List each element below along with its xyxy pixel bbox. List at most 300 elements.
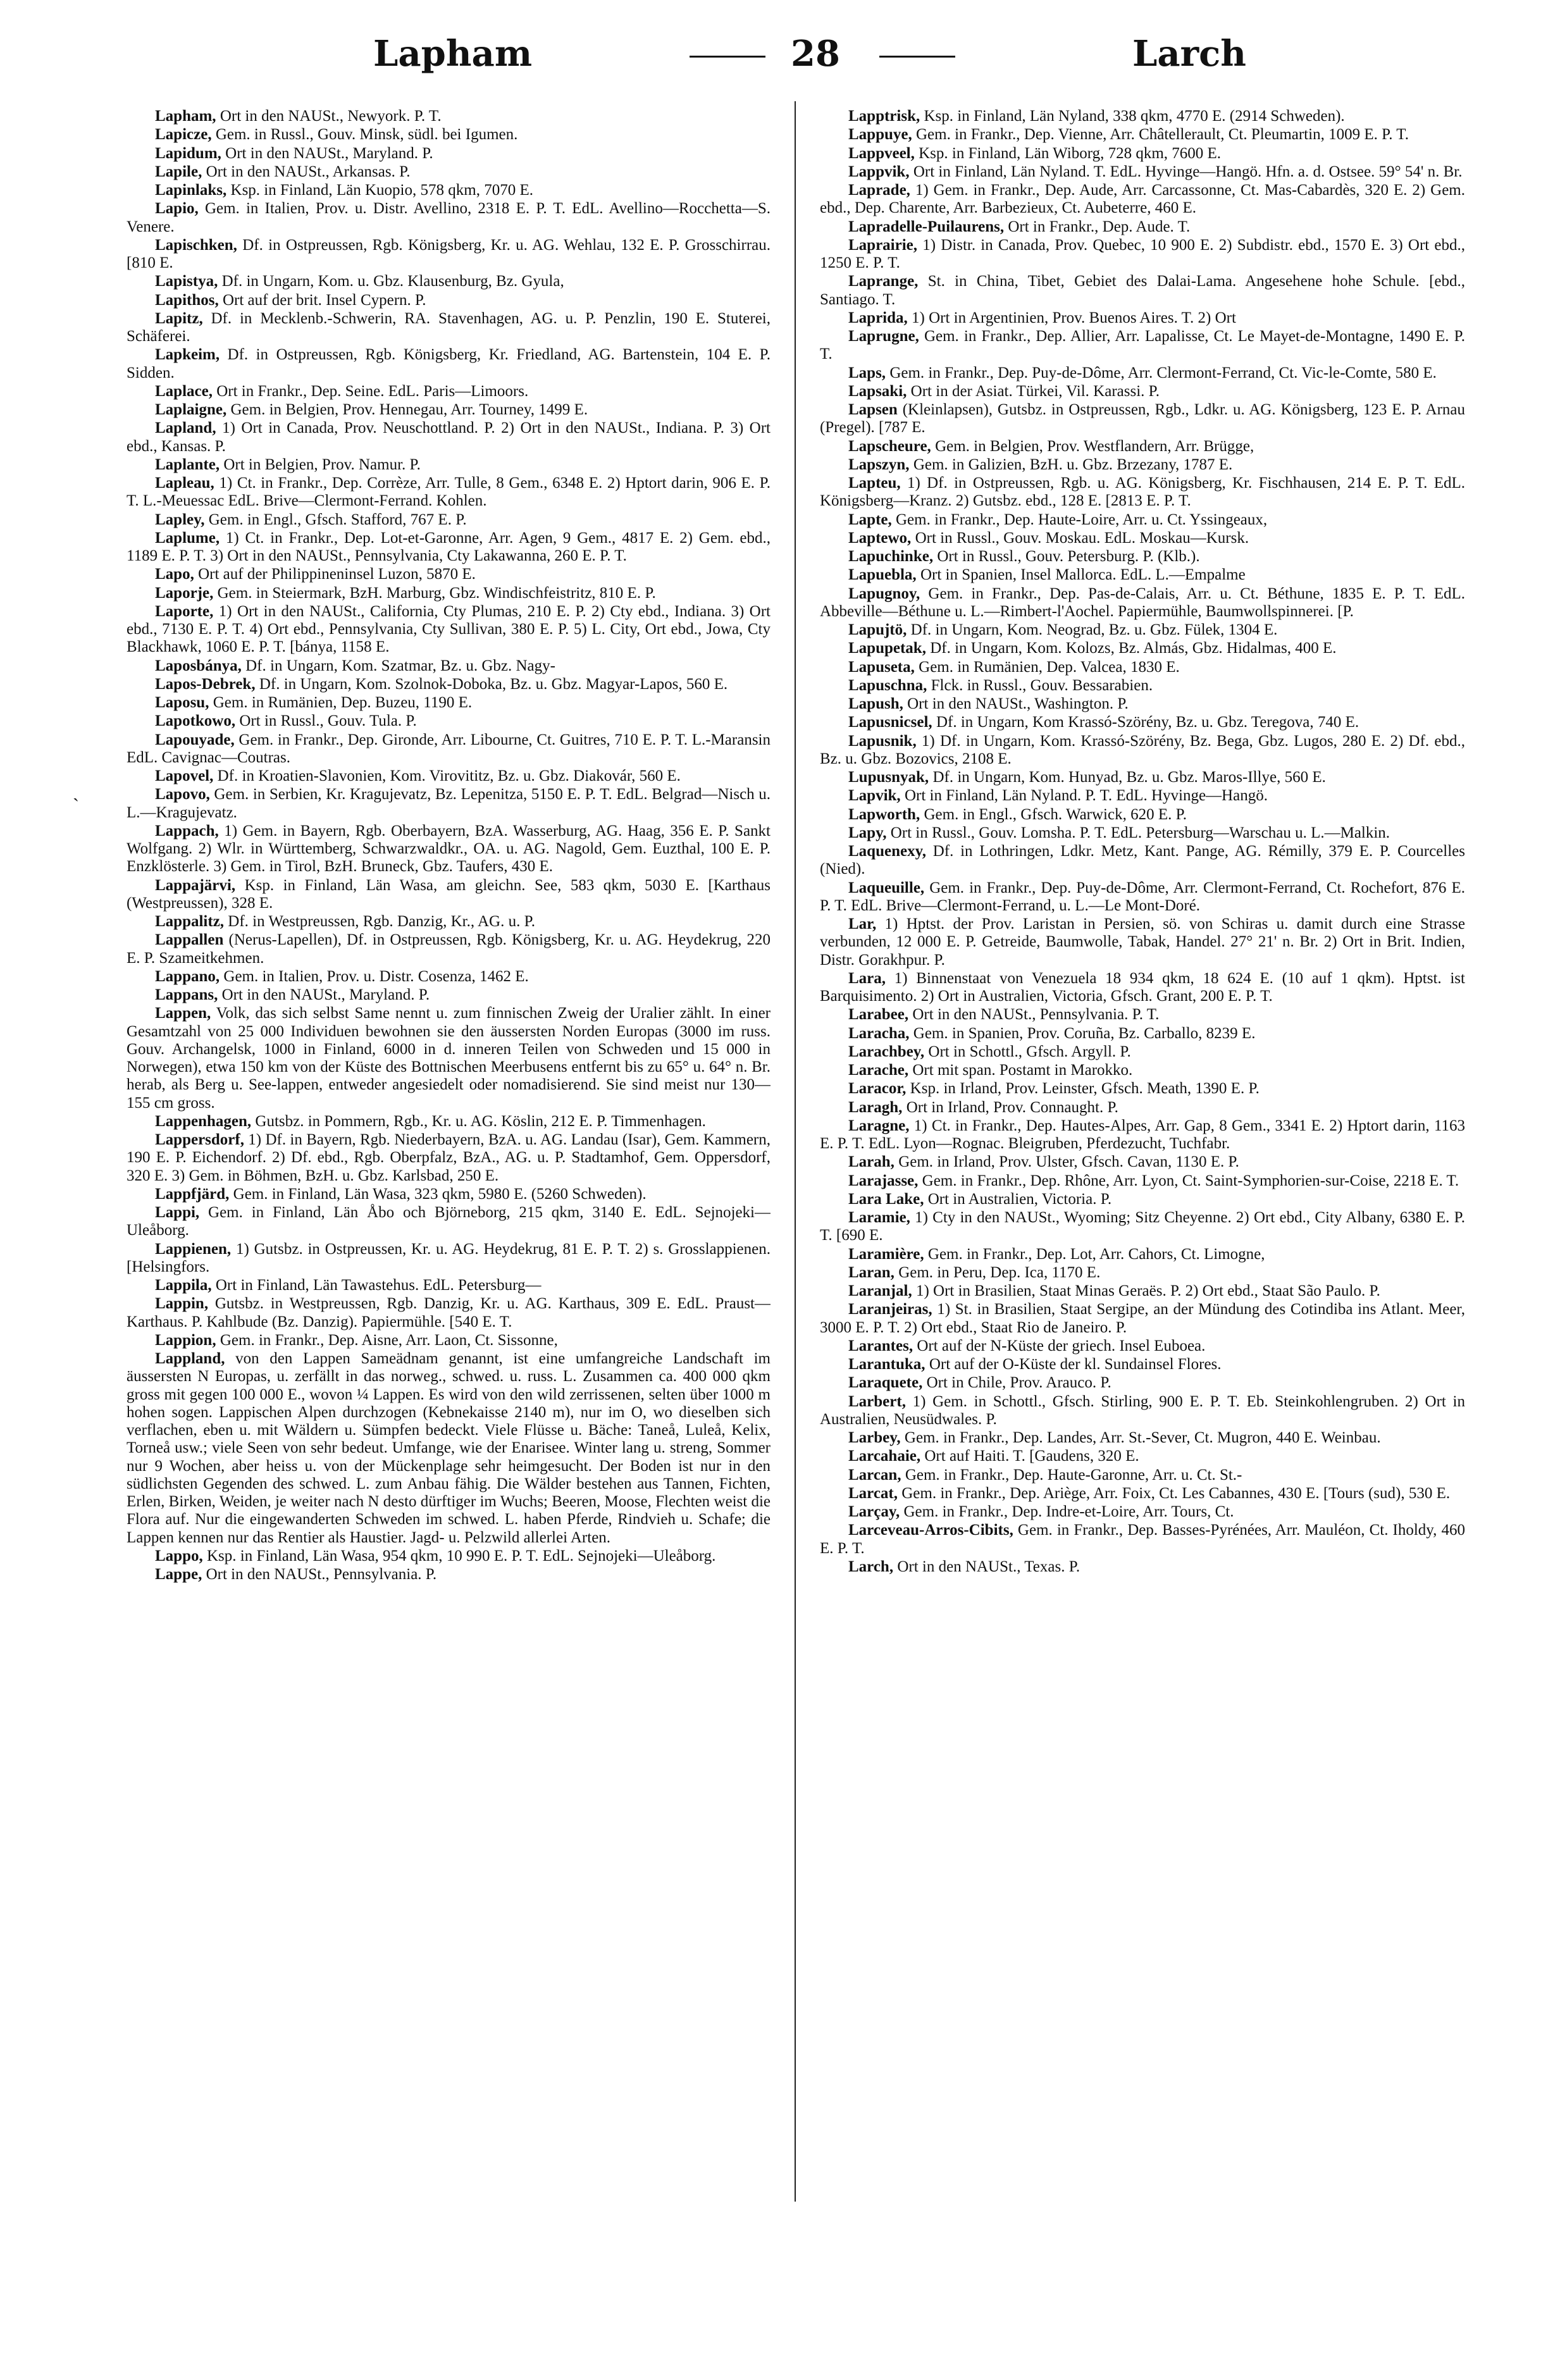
dictionary-entry xyxy=(820,237,1465,273)
entry-headword: Larabee, xyxy=(848,1006,909,1024)
entry-text: Gem. in Frankr., Dep. Allier, Arr. Lapalisse, Ct. Le Mayet-de-Montagne, 1490 E. P. T. xyxy=(820,328,1465,363)
entry-headword: Lapovel, xyxy=(155,767,214,784)
entry-headword: Laragh, xyxy=(848,1098,903,1116)
dictionary-entry xyxy=(127,1332,771,1349)
dictionary-entry xyxy=(820,182,1465,218)
entry-text: Ort in der Asiat. Türkei, Vil. Karassi. P. xyxy=(907,382,1160,400)
dictionary-entry xyxy=(820,1558,1465,1576)
dictionary-entry xyxy=(127,931,771,967)
dictionary-entry xyxy=(127,1113,771,1131)
dictionary-entry xyxy=(127,712,771,730)
dictionary-entry xyxy=(820,438,1465,456)
entry-headword: Lappland, xyxy=(155,1350,225,1367)
entry-text: Gem. in Serbien, Kr. Kragujevatz, Bz. Lepenitza, 5150 E. P. T. EdL. Belgrad—Nisch u. L.—Kragujevatz. xyxy=(127,786,771,821)
dictionary-entry xyxy=(820,1006,1465,1024)
entry-headword: Lappvik, xyxy=(848,163,910,180)
dictionary-entry xyxy=(820,1062,1465,1079)
entry-text: Gem. in Spanien, Prov. Coruña, Bz. Carballo, 8239 E. xyxy=(909,1024,1256,1042)
entry-text: Gem. in Finland, Län Åbo och Björneborg, 215 qkm, 3140 E. EdL. Sejnojeki—Uleåborg. xyxy=(127,1204,771,1239)
entry-headword: Lapszyn, xyxy=(848,456,910,473)
dictionary-entry xyxy=(127,1131,771,1185)
entry-text: Gem. in Frankr., Dep. Ariège, Arr. Foix, Ct. Les Cabannes, 430 E. [Tours (sud), 530 E. xyxy=(898,1484,1451,1502)
dictionary-entry xyxy=(820,1503,1465,1521)
entry-text: Ksp. in Finland, Län Kuopio, 578 qkm, 7070 E. xyxy=(226,182,533,199)
dictionary-entry xyxy=(127,1005,771,1112)
entry-text: Gem. in Frankr., Dep. Aisne, Arr. Laon, Ct. Sissonne, xyxy=(216,1331,558,1349)
dictionary-entry xyxy=(820,843,1465,879)
left-column xyxy=(127,108,771,2259)
dictionary-entry xyxy=(820,566,1465,584)
entry-headword: Laranjeiras, xyxy=(848,1301,932,1318)
entry-headword: Laramie, xyxy=(848,1209,910,1226)
dictionary-entry xyxy=(127,292,771,309)
entry-headword: Lappe, xyxy=(155,1566,202,1583)
entry-headword: Lapile, xyxy=(155,163,202,180)
entry-headword: Larantes, xyxy=(848,1337,913,1354)
dictionary-entry xyxy=(820,1080,1465,1098)
dictionary-entry xyxy=(820,970,1465,1006)
entry-headword: Laraquete, xyxy=(848,1374,923,1392)
dictionary-entry xyxy=(127,163,771,181)
entry-text: Gutsbz. in Pommern, Rgb., Kr. u. AG. Köslin, 212 E. P. Timmenhagen. xyxy=(251,1112,706,1130)
entry-headword: Lapradelle-Puilaurens, xyxy=(848,218,1005,235)
dictionary-entry xyxy=(127,585,771,602)
page-number: 28 xyxy=(791,33,840,75)
entry-text: Ort mit span. Postamt in Marokko. xyxy=(908,1062,1133,1079)
entry-headword: Lara, xyxy=(848,969,886,987)
entry-headword: Laplace, xyxy=(155,382,213,400)
entry-headword: Lappano, xyxy=(155,967,220,985)
entry-text: Gem. in Frankr., Dep. Puy-de-Dôme, Arr. Clermont-Ferrand, Ct. Vic-le-Comte, 580 E. xyxy=(886,364,1437,381)
entry-headword: Lapouyade, xyxy=(155,731,235,748)
dictionary-entry xyxy=(127,694,771,712)
entry-headword: Lapley, xyxy=(155,511,205,528)
dictionary-entry xyxy=(820,769,1465,786)
entry-headword: Lar, xyxy=(848,915,877,933)
dictionary-entry xyxy=(820,659,1465,676)
entry-text: 1) Ort in Argentinien, Prov. Buenos Aires. T. 2) Ort xyxy=(907,309,1236,326)
entry-headword: Lapusnik, xyxy=(848,732,917,750)
entry-text: Ort in Finland, Län Tawastehus. EdL. Petersburg— xyxy=(211,1277,542,1294)
entry-headword: Lupusnyak, xyxy=(848,769,929,786)
dictionary-entry xyxy=(820,163,1465,181)
dictionary-entry xyxy=(127,786,771,822)
entry-text: 1) Df. in Ostpreussen, Rgb. u. AG. Königsberg, Kr. Fischhausen, 214 E. P. T. EdL. Königsberg—Kranz. 2) Gutsbz. ebd., 128 E. [2813 E. P. T. xyxy=(820,474,1465,510)
entry-headword: Larch, xyxy=(848,1558,894,1575)
dictionary-entry xyxy=(127,566,771,583)
entry-headword: Larajasse, xyxy=(848,1172,919,1189)
dictionary-entry xyxy=(127,822,771,876)
dictionary-entry xyxy=(820,530,1465,547)
entry-text: Ort in Russl., Gouv. Moskau. EdL. Moskau—Kursk. xyxy=(911,529,1249,547)
entry-text: Ort in den NAUSt., Texas. P. xyxy=(893,1558,1080,1575)
entry-headword: Lapvik, xyxy=(848,787,901,805)
entry-text: Gem. in Frankr., Dep. Rhône, Arr. Lyon, Ct. Saint-Symphorien-sur-Coise, 2218 E. T. xyxy=(918,1172,1459,1189)
entry-headword: Lappveel, xyxy=(848,144,915,162)
dictionary-entry xyxy=(820,364,1465,382)
entry-headword: Larcat, xyxy=(848,1484,898,1502)
entry-headword: Laprairie, xyxy=(848,236,918,254)
dictionary-entry xyxy=(127,126,771,144)
entry-headword: Lapo, xyxy=(155,566,194,583)
dictionary-entry xyxy=(820,1337,1465,1355)
margin-mark: ˎ xyxy=(73,780,79,802)
dictionary-entry xyxy=(127,1241,771,1277)
entry-text: Gem. in Engl., Gfsch. Warwick, 620 E. P. xyxy=(920,805,1187,823)
dictionary-entry xyxy=(127,456,771,474)
dictionary-entry xyxy=(820,787,1465,805)
entry-text: Df. in Ungarn, Kom. Kolozs, Bz. Almás, Gbz. Hidalmas, 400 E. xyxy=(925,640,1337,657)
entry-headword: Larachbey, xyxy=(848,1043,925,1060)
dictionary-entry xyxy=(127,877,771,913)
entry-text: Gem. in Frankr., Dep. Landes, Arr. St.-Sever, Ct. Mugron, 440 E. Weinbau. xyxy=(900,1429,1381,1446)
dictionary-entry xyxy=(820,1025,1465,1043)
entry-text: Ort in Schottl., Gfsch. Argyll. P. xyxy=(924,1043,1131,1060)
entry-text: Gem. in Steiermark, BzH. Marburg, Gbz. Windischfeistritz, 810 E. P. xyxy=(213,584,656,602)
entry-headword: Lappach, xyxy=(155,822,219,840)
entry-text: Gem. in Frankr., Dep. Haute-Loire, Arr. u. Ct. Yssingeaux, xyxy=(891,511,1268,528)
entry-headword: Lapitz, xyxy=(155,309,203,327)
dictionary-entry xyxy=(820,1466,1465,1484)
dictionary-entry xyxy=(820,1393,1465,1429)
dictionary-entry xyxy=(820,401,1465,437)
entry-headword: Larbert, xyxy=(848,1392,906,1410)
dictionary-entry xyxy=(820,621,1465,639)
dictionary-entry xyxy=(820,1282,1465,1300)
entry-headword: Lapte, xyxy=(848,511,892,528)
dictionary-entry xyxy=(820,309,1465,327)
entry-text: von den Lappen Sameädnam genannt, ist eine umfangreiche Landschaft im äussersten N Europas, u. zerfällt in das norweg., schwed. u. russ. L. Zusammen ca. 400 000 qkm gross mit gegen 100 000 E., wovon ¼ Lappen. Es wird von den wild zerrissenen, selten über 1000 m hohen sogen. Lappischen Alpen durchzogen (Kebnekaisse 2140 m), nur im O, wo dieselben sich verflachen, eben u. mit Wäldern u. Sümpfen bedeckt. Viele Flüsse u. Bäche: Taneå, Luleå, Kelix, Torneå usw.; viele Seen von sehr bedeut. Umfange, wie der Enarisee. Winter lang u. streng, Sommer nur 9 Wochen, aber heiss u. von der Mückenplage sehr heimgesucht. Der Boden ist nur in den südlichsten Gegenden des schwed. L. zum Anbau fähig. Die Wälder bestehen aus Tannen, Fichten, Erlen, Birken, Weiden, je weiter nach N desto dürftiger im Wuchs; Beeren, Moose, Flechten weist die Flora auf. Nur die eingewanderten Schweden im schwed. L. haben Pferde, Rindvieh u. Schafe; die Lappen kennen nur das Rentier als Haustier. Jagd- u. Pelzwild allerlei Arten. xyxy=(127,1350,771,1546)
entry-headword: Laps, xyxy=(848,364,886,381)
entry-text: Ksp. in Finland, Län Wiborg, 728 qkm, 7600 E. xyxy=(914,144,1222,162)
dictionary-entry xyxy=(820,824,1465,842)
header-dash-right xyxy=(879,56,955,58)
dictionary-entry xyxy=(820,1301,1465,1337)
entry-headword: Lapscheure, xyxy=(848,437,931,455)
column-divider xyxy=(795,101,796,2202)
entry-text: Ort in den NAUSt., Pennsylvania. P. xyxy=(202,1566,437,1583)
dictionary-entry xyxy=(820,1246,1465,1263)
entry-headword: Laposbánya, xyxy=(155,657,242,674)
dictionary-entry xyxy=(820,1153,1465,1171)
dictionary-entry xyxy=(820,456,1465,474)
entry-text: Ort in den NAUSt., Maryland. P. xyxy=(221,144,433,162)
dictionary-entry xyxy=(820,1043,1465,1061)
entry-text: Df. in Ungarn, Kom. Neograd, Bz. u. Gbz. Fülek, 1304 E. xyxy=(907,621,1278,638)
entry-text: Ort in Frankr., Dep. Aude. T. xyxy=(1004,218,1191,235)
dictionary-entry xyxy=(820,1209,1465,1245)
entry-text: Ort auf der N-Küste der griech. Insel Euboea. xyxy=(913,1337,1206,1354)
entry-headword: Lapuschna, xyxy=(848,676,927,694)
entry-headword: Lapptrisk, xyxy=(848,108,920,125)
entry-text: Gem. in Frankr., Dep. Pas-de-Calais, Arr. u. Ct. Béthune, 1835 E. P. T. EdL. Abbeville—Béthune u. L.—Rimbert-l'Aochel. Papiermühle, Baumwollspinnerei. [P. xyxy=(820,585,1465,620)
dictionary-entry xyxy=(127,1295,771,1331)
dictionary-entry xyxy=(820,1447,1465,1465)
entry-text: Df. in Ungarn, Kom. Szatmar, Bz. u. Gbz. Nagy- xyxy=(241,657,555,674)
entry-headword: Lapugnoy, xyxy=(848,585,920,602)
entry-text: Ksp. in Finland, Län Wasa, 954 qkm, 10 990 E. P. T. EdL. Sejnojeki—Uleåborg. xyxy=(202,1547,716,1565)
entry-headword: Lapleau, xyxy=(155,474,214,492)
dictionary-entry xyxy=(820,1099,1465,1117)
dictionary-entry xyxy=(820,1485,1465,1503)
entry-text: Df. in Ungarn, Kom. Szolnok-Doboka, Bz. u. Gbz. Magyar-Lapos, 560 E. xyxy=(255,675,728,693)
entry-headword: Laranjal, xyxy=(848,1282,912,1299)
entry-headword: Laracor, xyxy=(848,1080,907,1098)
entry-headword: Laprade, xyxy=(848,182,910,199)
dictionary-entry xyxy=(127,383,771,400)
entry-headword: Lapy, xyxy=(848,824,887,841)
dictionary-entry xyxy=(820,714,1465,731)
dictionary-entry xyxy=(127,731,771,767)
entry-text: Gem. in Frankr., Dep. Vienne, Arr. Châtellerault, Ct. Pleumartin, 1009 E. P. T. xyxy=(912,126,1409,144)
entry-text: Df. in Ostpreussen, Rgb. Königsberg, Kr. u. AG. Wehlau, 132 E. P. Grosschirrau. [810 E. xyxy=(127,236,771,271)
entry-text: Ort in Finland, Län Nyland. T. EdL. Hyvinge—Hangö. Hfn. a. d. Ostsee. 59° 54' n. Br. xyxy=(909,163,1463,180)
entry-text: Gem. in Rumänien, Dep. Buzeu, 1190 E. xyxy=(209,694,473,711)
entry-text: 1) Binnenstaat von Venezuela 18 934 qkm, 18 624 E. (10 auf 1 qkm). Hptst. ist Barquisimento. 2) Ort in Australien, Victoria, Gfsch. Grant, 200 E. P. T. xyxy=(820,969,1465,1005)
entry-headword: Larcan, xyxy=(848,1466,901,1484)
entry-headword: Lapicze, xyxy=(155,126,212,144)
entry-headword: Lapidum, xyxy=(155,144,221,162)
entry-text: Ort in Finland, Län Nyland. P. T. EdL. Hyvinge—Hangö. xyxy=(900,787,1268,805)
running-header xyxy=(108,25,1484,82)
dictionary-entry xyxy=(820,915,1465,969)
entry-headword: Lappen, xyxy=(155,1005,211,1022)
dictionary-entry xyxy=(127,1186,771,1203)
entry-text: Df. in Westpreussen, Rgb. Danzig, Kr., AG. u. P. xyxy=(224,913,535,930)
entry-text: Ort in den NAUSt., Maryland. P. xyxy=(218,986,430,1003)
entry-text: Gem. in Russl., Gouv. Minsk, südl. bei Igumen. xyxy=(211,126,518,144)
entry-headword: Lapujtö, xyxy=(848,621,907,638)
dictionary-entry xyxy=(127,108,771,125)
entry-headword: Larah, xyxy=(848,1153,895,1171)
entry-headword: Laplaigne, xyxy=(155,401,227,418)
dictionary-entry xyxy=(127,1204,771,1240)
entry-text: (Nerus-Lapellen), Df. in Ostpreussen, Rgb. Königsberg, Kr. u. AG. Heydekrug, 220 E. P. Szameitkehmen. xyxy=(127,931,771,967)
entry-headword: Lappans, xyxy=(155,986,218,1003)
entry-text: Gem. in Peru, Dep. Ica, 1170 E. xyxy=(894,1263,1101,1281)
entry-text: Ort in Belgien, Prov. Namur. P. xyxy=(220,456,421,473)
entry-text: 1) Gem. in Frankr., Dep. Aude, Arr. Carcassonne, Ct. Mas-Cabardès, 320 E. 2) Gem. ebd., Dep. Charente, Arr. Barbezieux, Ct. Aubeterre, 460 E. xyxy=(820,182,1465,217)
dictionary-entry xyxy=(127,310,771,346)
entry-headword: Lappi, xyxy=(155,1204,200,1221)
dictionary-entry xyxy=(820,273,1465,309)
header-first-word: Lapham xyxy=(373,33,533,75)
entry-text: Volk, das sich selbst Same nennt u. zum finnischen Zweig der Uralier zählt. In einer Gesamtzahl von 25 000 Individuen bewohnen sie den äussersten Norden Europas (3000 im russ. Gouv. Archangelsk, 1000 in Finland, 6000 in d. inneren Teilen von Schweden und 15 000 in Norwegen), etwa 150 km von der Küste des Bottnischen Meerbusens entfernt bis zu 65° u. 64° n. Br. herab, als Berg u. See-lappen, entweder angesiedelt oder nomadisierend. Sie sind meist nur 130—155 cm gross. xyxy=(127,1005,771,1112)
entry-headword: Laracha, xyxy=(848,1024,910,1042)
dictionary-entry xyxy=(820,145,1465,163)
entry-text: Gem. in Italien, Prov. u. Distr. Cosenza, 1462 E. xyxy=(220,967,529,985)
entry-headword: Lappion, xyxy=(155,1331,216,1349)
entry-text: Ort in den NAUSt., Newyork. P. T. xyxy=(216,108,442,125)
dictionary-entry xyxy=(127,530,771,566)
entry-headword: Lapos-Debrek, xyxy=(155,675,256,693)
dictionary-entry xyxy=(127,1547,771,1565)
entry-headword: Lappuye, xyxy=(848,126,912,144)
dictionary-entry xyxy=(127,1350,771,1547)
entry-headword: Lapupetak, xyxy=(848,640,926,657)
entry-text: Ksp. in Finland, Län Wasa, am gleichn. See, 583 qkm, 5030 E. [Karthaus (Westpreussen), 328 E. xyxy=(127,876,771,912)
entry-text: (Kleinlapsen), Gutsbz. in Ostpreussen, Rgb., Ldkr. u. AG. Königsberg, 123 E. P. Arnau (Pregel). [787 E. xyxy=(820,401,1465,437)
header-last-word: Larch xyxy=(1132,33,1246,75)
dictionary-entry xyxy=(820,383,1465,400)
entry-text: 1) St. in Brasilien, Staat Sergipe, an der Mündung des Cotindiba ins Atlant. Meer, 3000 E. P. T. 2) Ort ebd., Staat Rio de Janeiro. P. xyxy=(820,1301,1465,1336)
entry-text: 1) Ort in Canada, Prov. Neuschottland. P. 2) Ort in den NAUSt., Indiana. P. 3) Ort ebd., Kansas. P. xyxy=(127,419,771,455)
dictionary-entry xyxy=(820,733,1465,769)
entry-headword: Laran, xyxy=(848,1263,895,1281)
entry-headword: Lapsaki, xyxy=(848,382,907,400)
entry-text: 1) Ct. in Frankr., Dep. Lot-et-Garonne, Arr. Agen, 9 Gem., 4817 E. 2) Gem. ebd., 1189 E. P. T. 3) Ort in den NAUSt., Pennsylvania, Cty Lakawanna, 260 E. P. T. xyxy=(127,529,771,564)
entry-headword: Lapio, xyxy=(155,200,199,218)
entry-text: 1) Distr. in Canada, Prov. Quebec, 10 900 E. 2) Subdistr. ebd., 1570 E. 3) Ort ebd., 1250 E. P. T. xyxy=(820,236,1465,271)
dictionary-entry xyxy=(820,1117,1465,1153)
dictionary-entry xyxy=(820,677,1465,695)
dictionary-entry xyxy=(820,474,1465,511)
dictionary-entry xyxy=(820,585,1465,621)
entry-text: 1) Gem. in Bayern, Rgb. Oberbayern, BzA. Wasserburg, AG. Haag, 356 E. P. Sankt Wolfgang. 2) Wlr. in Württemberg, Schwarzwaldkr., OA. u. AG. Nagold, Gem. Euzthal, 100 E. P. Enzklösterle. 3) Gem. in Tirol, BzH. Bruneck, Gbz. Taufers, 430 E. xyxy=(127,822,771,876)
entry-text: Gem. in Frankr., Dep. Lot, Arr. Cahors, Ct. Limogne, xyxy=(924,1245,1265,1263)
entry-headword: Lapham, xyxy=(155,108,216,125)
header-dash-left xyxy=(690,56,765,58)
entry-headword: Lapovo, xyxy=(155,786,210,803)
entry-text: Gem. in Frankr., Dep. Puy-de-Dôme, Arr. Clermont-Ferrand, Ct. Rochefort, 876 E. P. T. EdL. Brive—Clermont-Ferrand, u. L.—Le Mont-Doré. xyxy=(820,879,1465,914)
entry-text: Gem. in Rumänien, Dep. Valcea, 1830 E. xyxy=(914,658,1180,676)
entry-headword: Lapotkowo, xyxy=(155,712,236,730)
dictionary-entry xyxy=(820,108,1465,125)
dictionary-entry xyxy=(820,640,1465,657)
dictionary-entry xyxy=(127,1566,771,1584)
entry-text: Flck. in Russl., Gouv. Bessarabien. xyxy=(927,676,1153,694)
entry-text: Ort auf Haiti. T. [Gaudens, 320 E. xyxy=(920,1447,1139,1465)
entry-headword: Lapkeim, xyxy=(155,346,220,364)
entry-headword: Laptewo, xyxy=(848,529,912,547)
entry-headword: Laqueuille, xyxy=(848,879,925,896)
entry-headword: Lara Lake, xyxy=(848,1190,924,1208)
entry-headword: Larbey, xyxy=(848,1429,901,1446)
entry-text: 1) Gutsbz. in Ostpreussen, Kr. u. AG. Heydekrug, 81 E. P. T. 2) s. Grosslappienen. [Helsingfors. xyxy=(127,1240,771,1275)
entry-headword: Lappalitz, xyxy=(155,913,225,930)
dictionary-entry xyxy=(127,200,771,236)
dictionary-entry xyxy=(127,913,771,931)
entry-text: Ort auf der Philippineninsel Luzon, 5870 E. xyxy=(194,566,476,583)
entry-headword: Laplume, xyxy=(155,529,220,547)
entry-headword: Lappo, xyxy=(155,1547,203,1565)
entry-text: Ort in Chile, Prov. Arauco. P. xyxy=(922,1374,1111,1392)
entry-headword: Lapischken, xyxy=(155,236,237,254)
entry-text: Df. in Lothringen, Ldkr. Metz, Kant. Pange, AG. Rémilly, 379 E. P. Courcelles (Nied). xyxy=(820,843,1465,878)
entry-text: 1) Df. in Ungarn, Kom. Krassó-Szörény, Bz. Bega, Gbz. Lugos, 280 E. 2) Df. ebd., Bz. u. Gbz. Bozovics, 2108 E. xyxy=(820,732,1465,767)
entry-text: Ort in Russl., Gouv. Lomsha. P. T. EdL. Petersburg—Warschau u. L.—Malkin. xyxy=(886,824,1390,841)
entry-text: Gem. in Belgien, Prov. Hennegau, Arr. Tourney, 1499 E. xyxy=(226,401,588,418)
entry-headword: Larceveau-Arros-Cibits, xyxy=(848,1522,1013,1539)
entry-text: Gutsbz. in Westpreussen, Rgb. Danzig, Kr. u. AG. Karthaus, 309 E. EdL. Praust—Karthaus. P. Kahlbude (Bz. Danzig). Papiermühle. [540 E. T. xyxy=(127,1295,771,1330)
entry-headword: Lapistya, xyxy=(155,273,218,290)
entry-text: 1) Ct. in Frankr., Dep. Corrèze, Arr. Tulle, 8 Gem., 6348 E. 2) Hptort darin, 906 E. P. T. L.-Meuessac EdL. Brive—Clermont-Ferrand. Kohlen. xyxy=(127,474,771,510)
dictionary-entry xyxy=(127,1277,771,1294)
entry-headword: Lapithos, xyxy=(155,291,219,309)
entry-text: Ort in Australien, Victoria. P. xyxy=(924,1190,1112,1208)
entry-headword: Lappila, xyxy=(155,1277,212,1294)
dictionary-entry xyxy=(127,273,771,290)
entry-text: 1) Gem. in Schottl., Gfsch. Stirling, 900 E. P. T. Eb. Steinkohlengruben. 2) Ort in Australien, Neusüdwales. P. xyxy=(820,1392,1465,1428)
entry-headword: Lapland, xyxy=(155,419,216,437)
entry-text: Df. in Ostpreussen, Rgb. Königsberg, Kr. Friedland, AG. Bartenstein, 104 E. P. Sidden. xyxy=(127,346,771,381)
entry-text: Ort in den NAUSt., Pennsylvania. P. T. xyxy=(908,1006,1160,1024)
dictionary-entry xyxy=(820,548,1465,566)
dictionary-entry xyxy=(127,145,771,163)
entry-text: Ort in Irland, Prov. Connaught. P. xyxy=(902,1098,1118,1116)
dictionary-entry xyxy=(820,328,1465,364)
entry-text: Df. in Mecklenb.-Schwerin, RA. Stavenhagen, AG. u. P. Penzlin, 190 E. Stuterei, Schäferei. xyxy=(127,309,771,345)
entry-text: Ksp. in Irland, Prov. Leinster, Gfsch. Meath, 1390 E. P. xyxy=(906,1080,1260,1098)
entry-headword: Lapsen xyxy=(848,401,898,418)
entry-headword: Lapuebla, xyxy=(848,566,917,584)
dictionary-entry xyxy=(127,182,771,199)
entry-headword: Larantuka, xyxy=(848,1356,925,1373)
entry-headword: Lapuchinke, xyxy=(848,548,934,565)
entry-text: 1) Df. in Bayern, Rgb. Niederbayern, BzA. u. AG. Landau (Isar), Gem. Kammern, 190 E. P. Eichendorf. 2) Df. ebd., Rgb. Oberpfalz, BzA., AG. u. P. Stadtamhof, Gem. Oppersdorf, 320 E. 3) Gem. in Böhmen, BzH. u. Gbz. Karlsbad, 250 E. xyxy=(127,1131,771,1184)
entry-headword: Lappajärvi, xyxy=(155,876,236,894)
dictionary-entry xyxy=(127,767,771,785)
dictionary-entry xyxy=(820,1374,1465,1392)
dictionary-entry xyxy=(127,986,771,1004)
entry-headword: Laplante, xyxy=(155,456,220,473)
entry-headword: Laragne, xyxy=(848,1117,910,1134)
entry-text: 1) Cty in den NAUSt., Wyoming; Sitz Cheyenne. 2) Ort ebd., City Albany, 6380 E. P. T. [690 E. xyxy=(820,1209,1465,1244)
entry-headword: Lapteu, xyxy=(848,474,901,492)
entry-headword: Laprida, xyxy=(848,309,908,326)
right-column xyxy=(820,108,1465,2259)
dictionary-entry xyxy=(127,419,771,456)
entry-text: Gem. in Belgien, Prov. Westflandern, Arr. Brügge, xyxy=(931,437,1254,455)
dictionary-entry xyxy=(820,1264,1465,1282)
entry-text: 1) Ort in den NAUSt., California, Cty Plumas, 210 E. P. 2) Cty ebd., Indiana. 3) Ort ebd., 7130 E. P. T. 4) Ort ebd., Pennsylvania, Cty Sullivan, 380 E. P. 5) L. City, Ort ebd., Jowa, Cty Blackhawk, 1060 E. P. T. [bánya, 1158 E. xyxy=(127,602,771,656)
entry-text: Df. in Ungarn, Kom. Hunyad, Bz. u. Gbz. Maros-Illye, 560 E. xyxy=(929,769,1326,786)
entry-text: Ort in Russl., Gouv. Petersburg. P. (Klb.). xyxy=(933,548,1200,565)
dictionary-entry xyxy=(127,603,771,657)
entry-text: 1) Ort in Brasilien, Staat Minas Geraës. P. 2) Ort ebd., Staat São Paulo. P. xyxy=(912,1282,1380,1299)
entry-headword: Lappin, xyxy=(155,1295,209,1313)
entry-text: St. in China, Tibet, Gebiet des Dalai-Lama. Angesehene hohe Schule. [ebd., Santiago. T. xyxy=(820,273,1465,308)
entry-text: Gem. in Frankr., Dep. Haute-Garonne, Arr. u. Ct. St.- xyxy=(901,1466,1242,1484)
entry-text: Ort in Spanien, Insel Mallorca. EdL. L.—Empalme xyxy=(916,566,1246,584)
entry-headword: Lapusnicsel, xyxy=(848,714,932,731)
entry-text: Ksp. in Finland, Län Nyland, 338 qkm, 4770 E. (2914 Schweden). xyxy=(920,108,1345,125)
entry-text: Gem. in Frankr., Dep. Basses-Pyrénées, Arr. Mauléon, Ct. Iholdy, 460 E. P. T. xyxy=(820,1522,1465,1557)
dictionary-entry xyxy=(820,695,1465,713)
dictionary-entry xyxy=(127,237,771,273)
entry-text: Ort in den NAUSt., Arkansas. P. xyxy=(202,163,411,180)
entry-headword: Laquenexy, xyxy=(848,843,926,860)
entry-text: Ort in Russl., Gouv. Tula. P. xyxy=(235,712,417,730)
entry-headword: Lappenhagen, xyxy=(155,1112,252,1130)
dictionary-entry xyxy=(127,511,771,529)
entry-text: Df. in Kroatien-Slavonien, Kom. Virovititz, Bz. u. Gbz. Diakovár, 560 E. xyxy=(213,767,681,784)
dictionary-entry xyxy=(127,676,771,693)
entry-text: Gem. in Italien, Prov. u. Distr. Avellino, 2318 E. P. T. EdL. Avellino—Rocchetta—S. Venere. xyxy=(127,200,771,235)
entry-headword: Lappfjärd, xyxy=(155,1185,230,1203)
entry-headword: Laramière, xyxy=(848,1245,924,1263)
dictionary-entry xyxy=(820,1172,1465,1190)
entry-headword: Laporte, xyxy=(155,602,214,620)
dictionary-entry xyxy=(820,218,1465,236)
entry-text: Gem. in Finland, Län Wasa, 323 qkm, 5980 E. (5260 Schweden). xyxy=(229,1185,647,1203)
dictionary-entry xyxy=(820,1356,1465,1373)
dictionary-entry xyxy=(820,1429,1465,1447)
dictionary-entry xyxy=(820,1522,1465,1558)
entry-headword: Laposu, xyxy=(155,694,209,711)
dictionary-entry xyxy=(820,511,1465,529)
dictionary-entry xyxy=(820,806,1465,824)
